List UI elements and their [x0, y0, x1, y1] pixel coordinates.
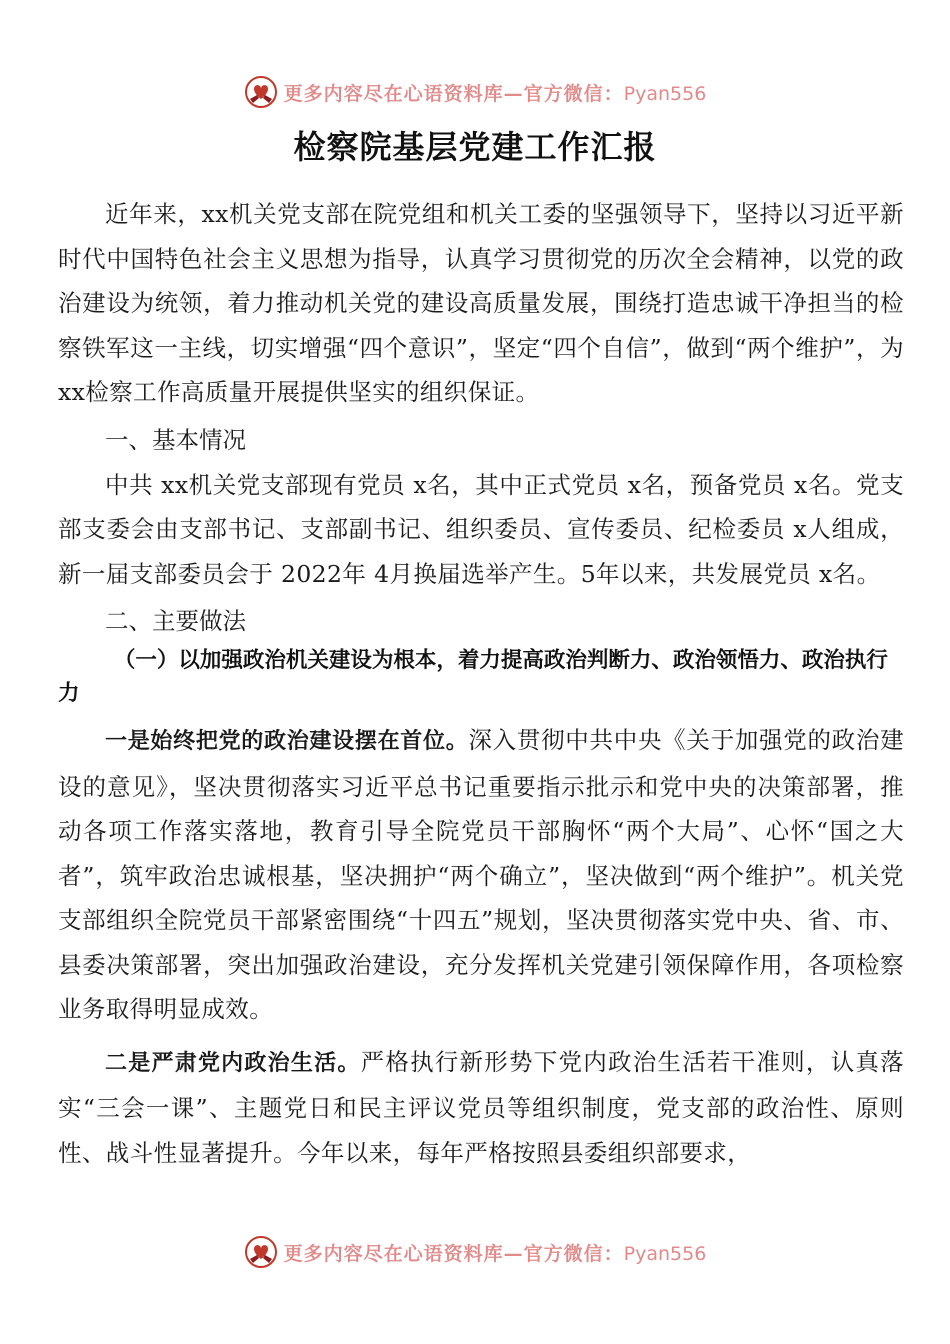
watermark-footer	[0, 1232, 950, 1272]
section-heading-main-practices: 二、主要做法	[105, 607, 246, 635]
point-one-paragraph	[58, 718, 904, 1032]
heart-hands-logo-icon	[244, 75, 278, 109]
watermark-text: 更多内容尽在心语资料库—官方微信：Pyan556	[283, 82, 707, 105]
intro-paragraph: 近年来，xx机关党支部在院党组和机关工委的坚强领导下，坚持以习近平新时代中国特色社会主义思想为指导，认真学习贯彻党的历次全会精神，以党的政治建设为统领，着力推动机关党的建设高质量发展，围绕打造忠诚干净担当的检察铁军这一主线，切实增强“四个意识”，坚定“四个自信”，做到“两个维护”，为 xx检察工作高质量开展提供坚实的组织保证。	[58, 200, 904, 406]
document-body	[58, 192, 904, 1175]
subsection-heading-political-construction: （一）以加强政治机关建设为根本，着力提高政治判断力、政治领悟力、政治执行力	[58, 648, 888, 706]
watermark-text: 更多内容尽在心语资料库—官方微信：Pyan556	[283, 1242, 707, 1265]
heart-hands-logo-icon	[244, 1235, 278, 1269]
document-title: 检察院基层党建工作汇报	[293, 128, 657, 166]
point-two-lead: 二是严肃党内政治生活。	[105, 1050, 361, 1076]
section-heading-basic-situation: 一、基本情况	[105, 425, 246, 454]
basic-situation-paragraph: 中共 xx机关党支部现有党员 x名，其中正式党员 x名，预备党员 x名。党支部支委会由支部书记、支部副书记、组织委员、宣传委员、纪检委员 x人组成，新一届支部委员会于 2022年 4月换届选举产生。5年以来，共发展党员 x名。	[58, 470, 904, 588]
point-one-body: 深入贯彻中共中央《关于加强党的政治建设的意见》，坚决贯彻落实习近平总书记重要指示批示和党中央的决策部署，推动各项工作落实落地，教育引导全院党员干部胸怀“两个大局”、心怀“国之大者”，筑牢政治忠诚根基，坚决拥护“两个确立”，坚决做到“两个维护”。机关党支部组织全院党员干部紧密围绕“十四五”规划，坚决贯彻落实党中央、省、市、县委决策部署，突出加强政治建设，充分发挥机关党建引领保障作用，各项检察业务取得明显成效。	[58, 726, 905, 1023]
point-two-paragraph	[58, 1040, 904, 1176]
point-two-body: 严格执行新形势下党内政治生活若干准则，认真落实“三会一课”、主题党日和民主评议党员等组织制度，党支部的政治性、原则性、战斗性显著提升。今年以来，每年严格按照县委组织部要求，	[58, 1047, 904, 1167]
watermark-header	[0, 72, 950, 112]
point-one-lead: 一是始终把党的政治建设摆在首位。	[105, 729, 469, 754]
